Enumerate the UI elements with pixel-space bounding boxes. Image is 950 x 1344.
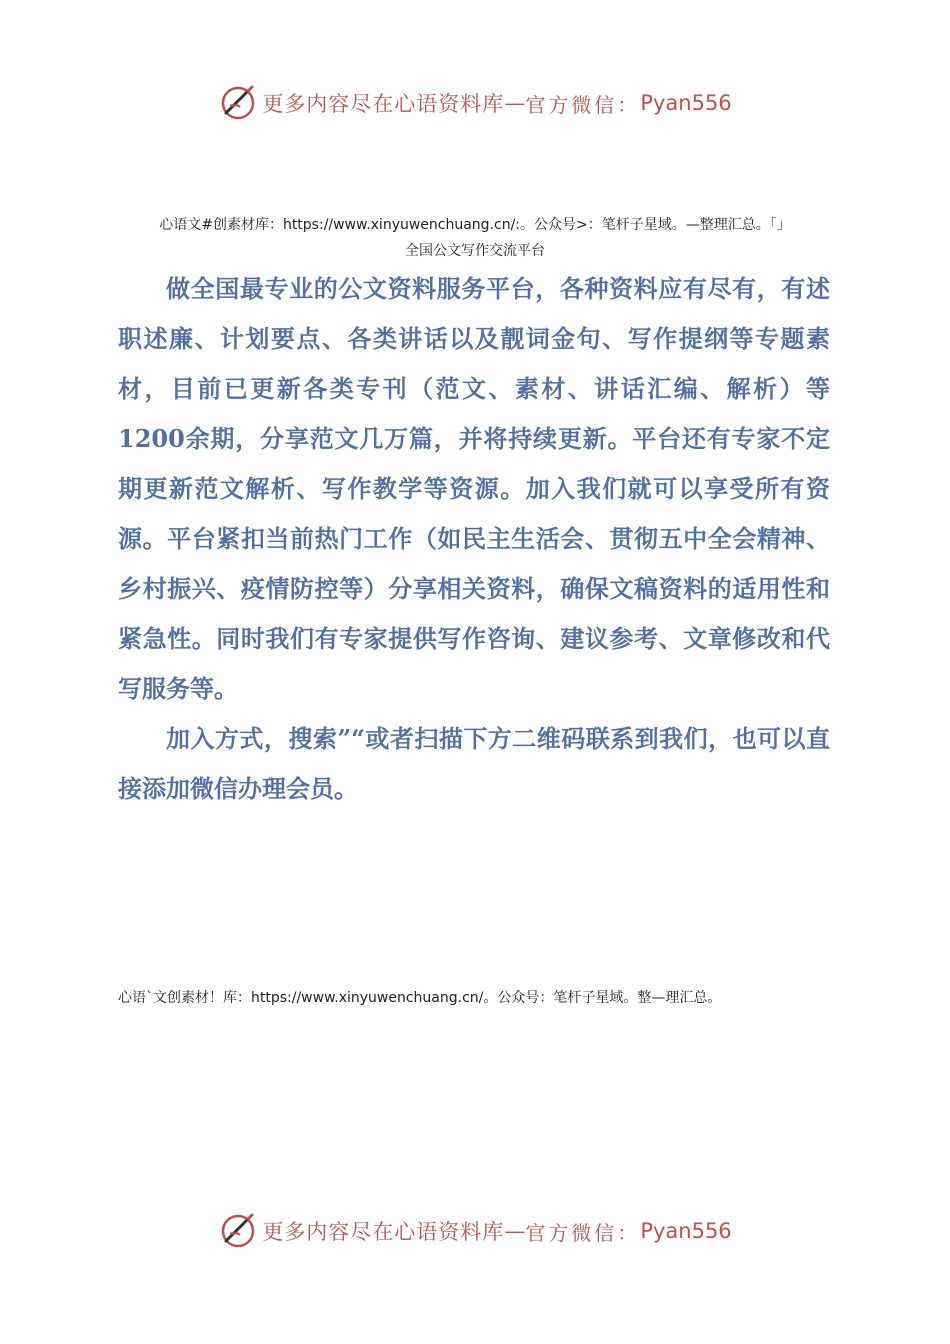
banner-wechat-label: 官方微信： <box>525 92 641 117</box>
pen-logo-icon <box>218 83 258 123</box>
banner-title: 更多内容尽在心语资料库 <box>262 92 505 116</box>
bottom-banner <box>0 1208 950 1254</box>
pen-logo-icon <box>218 1211 258 1251</box>
footer-source-line: 心语`文创素材！库：https://www.xinyuwenchuang.cn/。公众号：笔杆子星域。整—理汇总。 <box>118 990 722 1006</box>
banner-separator: — <box>504 1219 526 1243</box>
banner-wechat-id: Pyan556 <box>640 1219 732 1243</box>
body-paragraph-2: 加入方式，搜索”“或者扫描下方二维码联系到我们，也可以直接添加微信办理会员。 <box>118 724 830 803</box>
header-subtitle: 全国公文写作交流平台 <box>405 243 545 259</box>
body-content <box>118 264 830 814</box>
banner-wechat-label: 官方微信： <box>525 1220 641 1245</box>
header-source-line: 心语文#创素材库：https://www.xinyuwenchuang.cn/:。公众号>：笔杆子星域。—整理汇总。「」 <box>159 217 791 233</box>
banner-title: 更多内容尽在心语资料库 <box>262 1220 505 1244</box>
banner-separator: — <box>504 91 526 115</box>
banner-wechat-id: Pyan556 <box>640 91 732 115</box>
top-banner <box>0 80 950 126</box>
body-paragraph-1: 做全国最专业的公文资料服务平台，各种资料应有尽有，有述职述廉、计划要点、各类讲话以及靓词金句、写作提纲等专题素材，目前已更新各类专刊（范文、素材、讲话汇编、解析）等1200余期，分享范文几万篇，并将持续更新。平台还有专家不定期更新范文解析、写作教学等资源。加入我们就可以享受所有资源。平台紧扣当前热门工作（如民主生活会、贯彻五中全会精神、乡村振兴、疫情防控等）分享相关资料，确保文稿资料的适用性和紧急性。同时我们有专家提供写作咨询、建议参考、文章修改和代写服务等。 <box>118 274 830 703</box>
